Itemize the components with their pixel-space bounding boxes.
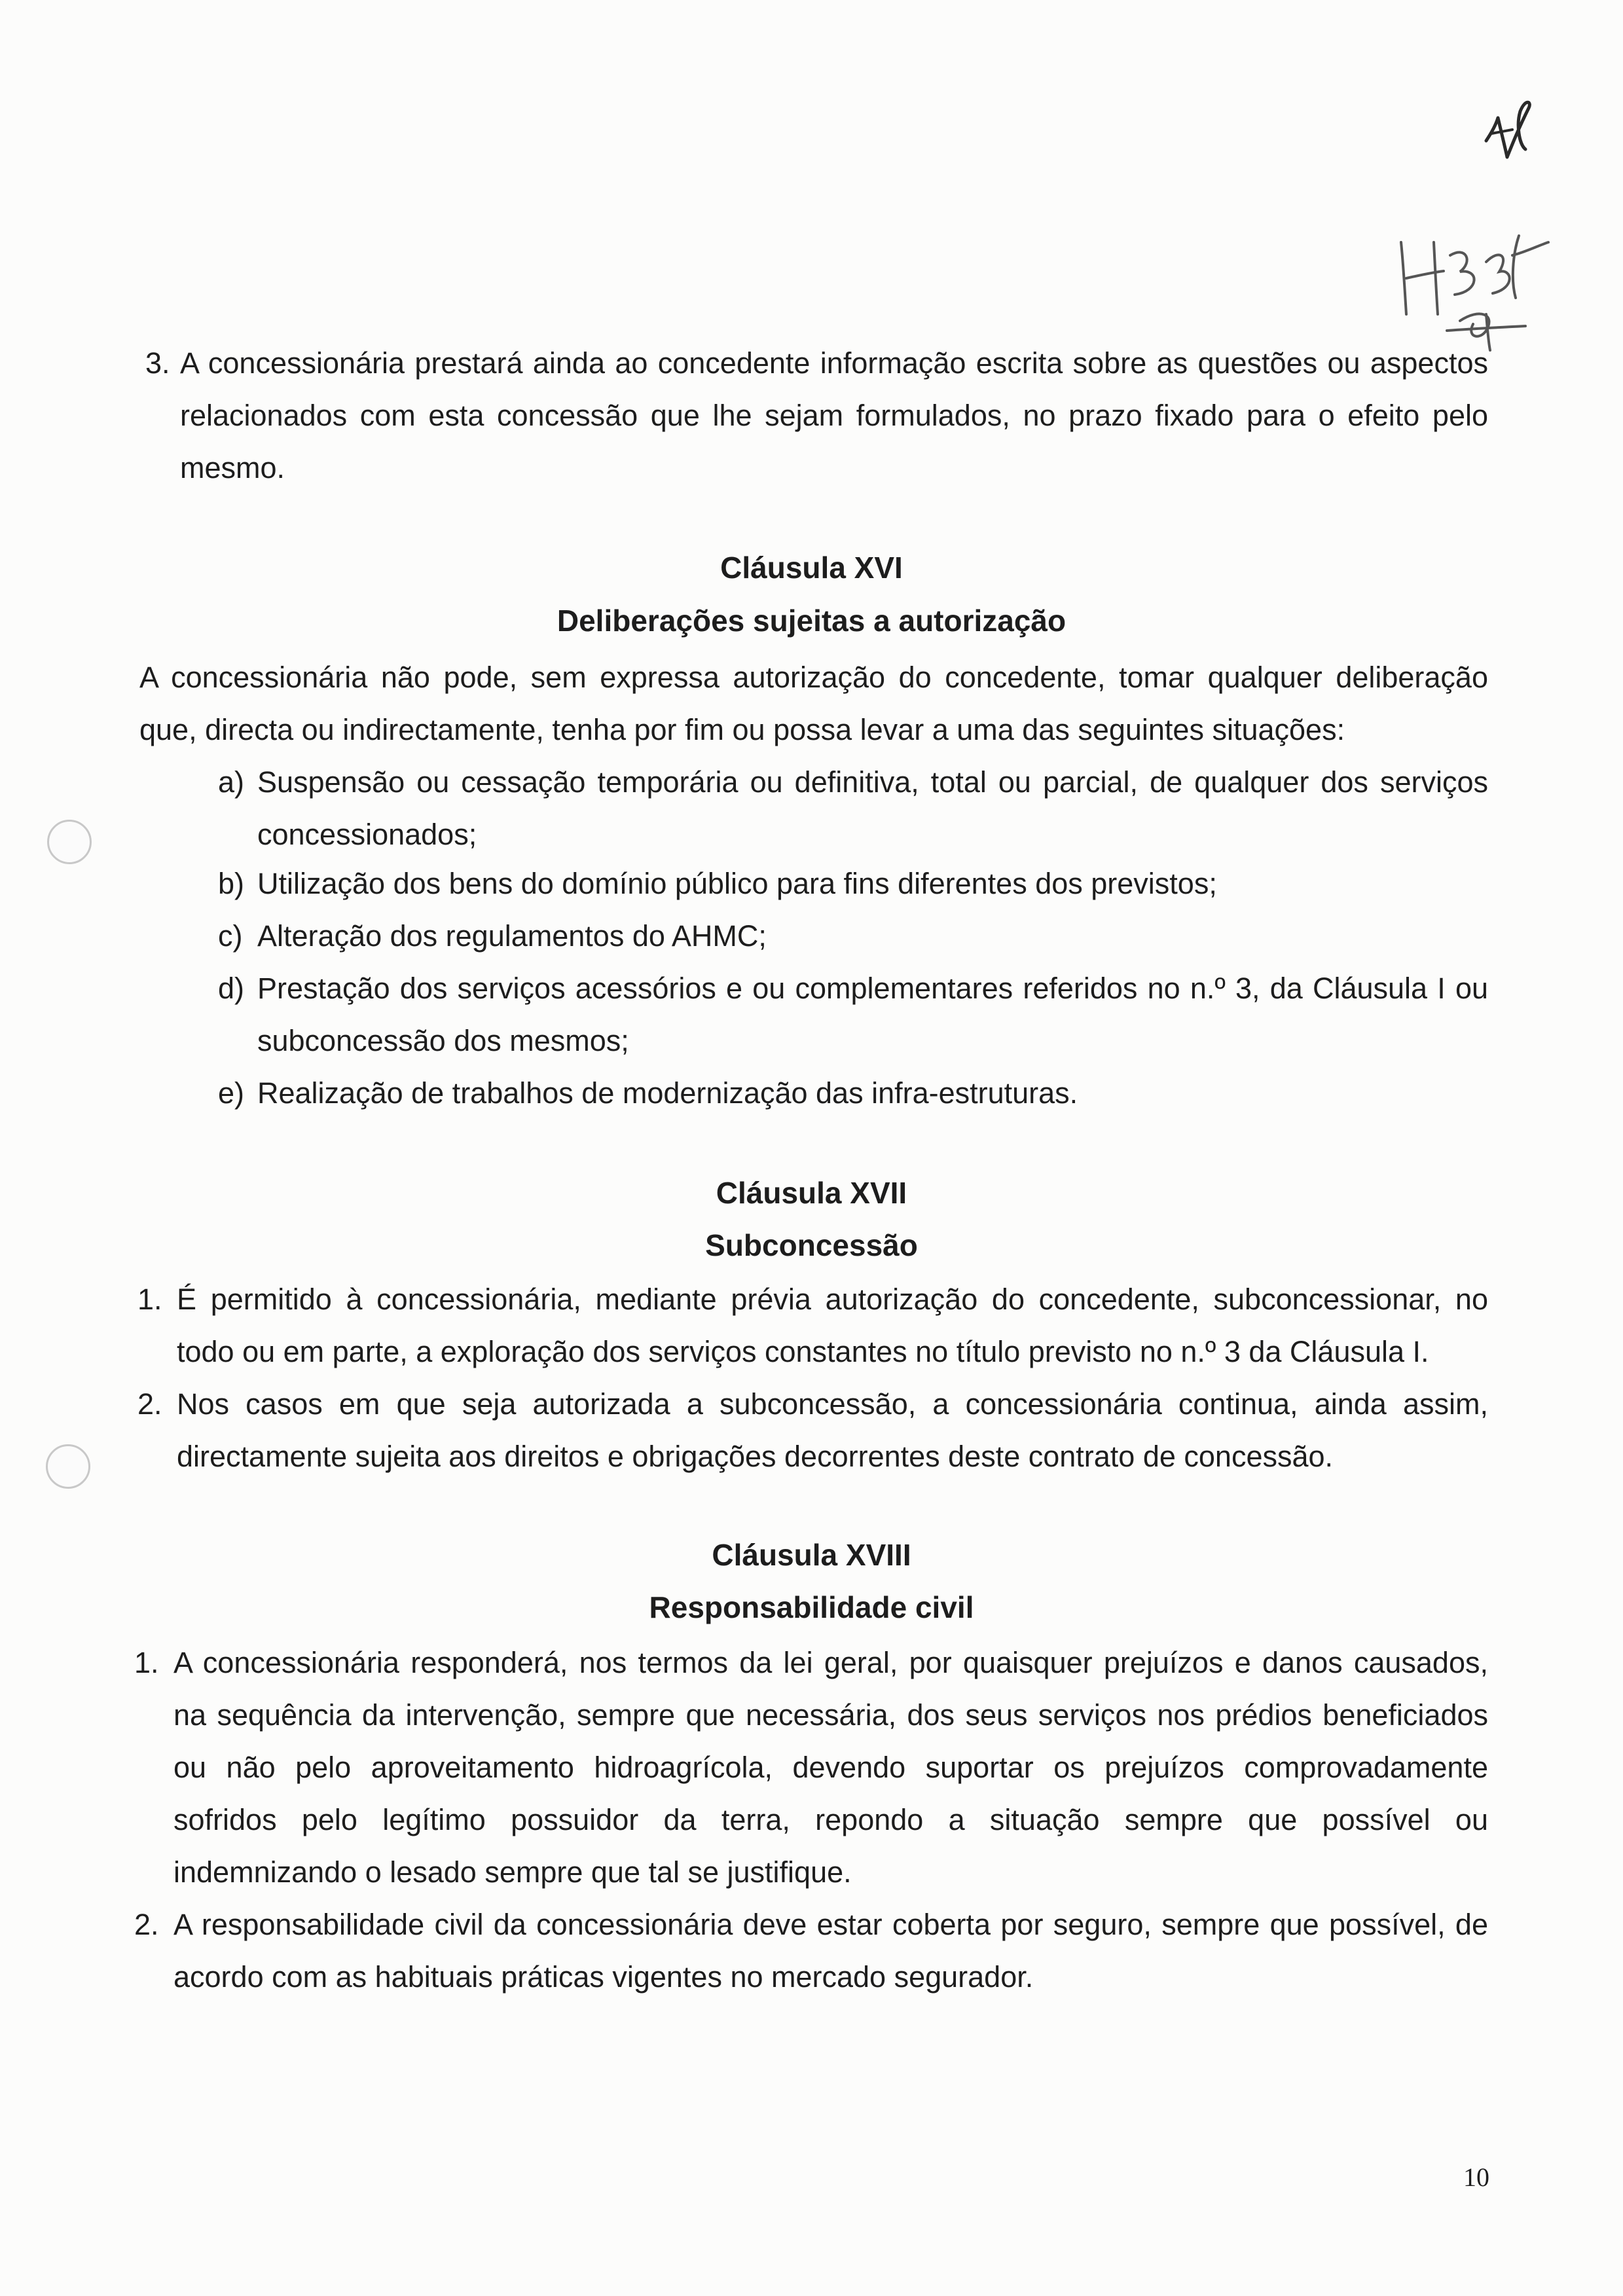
intro-item-text xyxy=(180,337,1488,494)
text-line: sofridos pelo legítimo possuidor da terra, repondo a situação sempre que possível ou xyxy=(173,1803,1488,1836)
list-item-text xyxy=(257,1067,1488,1120)
text-line: mesmo. xyxy=(180,451,285,484)
list-item-label: 2. xyxy=(134,1908,159,1941)
text-line: Alteração dos regulamentos do AHMC; xyxy=(257,919,767,953)
intro-item-number: 3. xyxy=(145,346,170,380)
clause-18-title: Cláusula XVIII xyxy=(712,1538,911,1572)
list-item-label: c) xyxy=(218,919,243,953)
text-line: A responsabilidade civil da concessionária deve estar coberta por seguro, sempre que possível, de xyxy=(173,1908,1488,1941)
text-line: Utilização dos bens do domínio público para fins diferentes dos previstos; xyxy=(257,867,1217,900)
list-item-text xyxy=(257,756,1488,861)
text-line: Suspensão ou cessação temporária ou definitiva, total ou parcial, de qualquer dos serviços xyxy=(257,765,1488,799)
text-line: Prestação dos serviços acessórios e ou complementares referidos no n.º 3, da Cláusula I ou xyxy=(257,972,1488,1005)
text-line: todo ou em parte, a exploração dos serviços constantes no título previsto no n.º 3 da Cláusula I. xyxy=(177,1335,1429,1368)
clause-16-subtitle: Deliberações sujeitas a autorização xyxy=(556,604,1067,638)
text-line: A concessionária não pode, sem expressa autorização do concedente, tomar qualquer deliberação xyxy=(139,661,1488,694)
clause-16-intro xyxy=(139,651,1488,756)
handwritten-rubric-mark xyxy=(1381,216,1565,354)
clause-16-title: Cláusula XVI xyxy=(720,551,903,585)
text-line: que, directa ou indirectamente, tenha por fim ou possa levar a uma das seguintes situações: xyxy=(139,713,1345,746)
text-line: Nos casos em que seja autorizada a subconcessão, a concessionária continua, ainda assim, xyxy=(177,1387,1488,1421)
list-item-text xyxy=(177,1378,1488,1483)
text-line: ou não pelo aproveitamento hidroagrícola, devendo suportar os prejuízos comprovadamente xyxy=(173,1751,1488,1784)
text-line: concessionados; xyxy=(257,818,477,851)
clause-17-subtitle: Subconcessão xyxy=(705,1228,918,1262)
list-item-text xyxy=(173,1637,1488,1899)
text-line: relacionados com esta concessão que lhe sejam formulados, no prazo fixado para o efeito pelo xyxy=(180,399,1488,432)
list-item-text xyxy=(177,1273,1488,1378)
handwritten-initials-mark xyxy=(1467,79,1545,170)
text-line: na sequência da intervenção, sempre que necessária, dos seus serviços nos prédios beneficiados xyxy=(173,1698,1488,1732)
list-item-text xyxy=(257,962,1488,1067)
clause-17-title: Cláusula XVII xyxy=(716,1176,907,1210)
punch-hole-bottom xyxy=(46,1444,90,1489)
text-line: indemnizando o lesado sempre que tal se justifique. xyxy=(173,1855,852,1889)
list-item-label: e) xyxy=(218,1076,245,1110)
clause-18-subtitle: Responsabilidade civil xyxy=(649,1590,974,1624)
list-item-label: d) xyxy=(218,972,245,1005)
text-line: subconcessão dos mesmos; xyxy=(257,1024,629,1057)
text-line: acordo com as habituais práticas vigentes no mercado segurador. xyxy=(173,1960,1034,1994)
list-item-text xyxy=(173,1899,1488,2003)
punch-hole-top xyxy=(47,820,92,864)
list-item-label: b) xyxy=(218,867,245,900)
text-line: directamente sujeita aos direitos e obrigações decorrentes deste contrato de concessão. xyxy=(177,1440,1334,1473)
list-item-text xyxy=(257,910,1488,962)
page-number: 10 xyxy=(1463,2162,1489,2192)
text-line: Realização de trabalhos de modernização das infra-estruturas. xyxy=(257,1076,1078,1110)
list-item-text xyxy=(257,858,1488,910)
text-line: A concessionária responderá, nos termos da lei geral, por quaisquer prejuízos e danos causados, xyxy=(173,1646,1488,1679)
list-item-label: 1. xyxy=(137,1283,162,1316)
list-item-label: a) xyxy=(218,765,245,799)
list-item-label: 2. xyxy=(137,1387,162,1421)
text-line: A concessionária prestará ainda ao concedente informação escrita sobre as questões ou aspectos xyxy=(180,346,1488,380)
text-line: É permitido à concessionária, mediante prévia autorização do concedente, subconcessionar, no xyxy=(177,1283,1488,1316)
list-item-label: 1. xyxy=(134,1646,159,1679)
